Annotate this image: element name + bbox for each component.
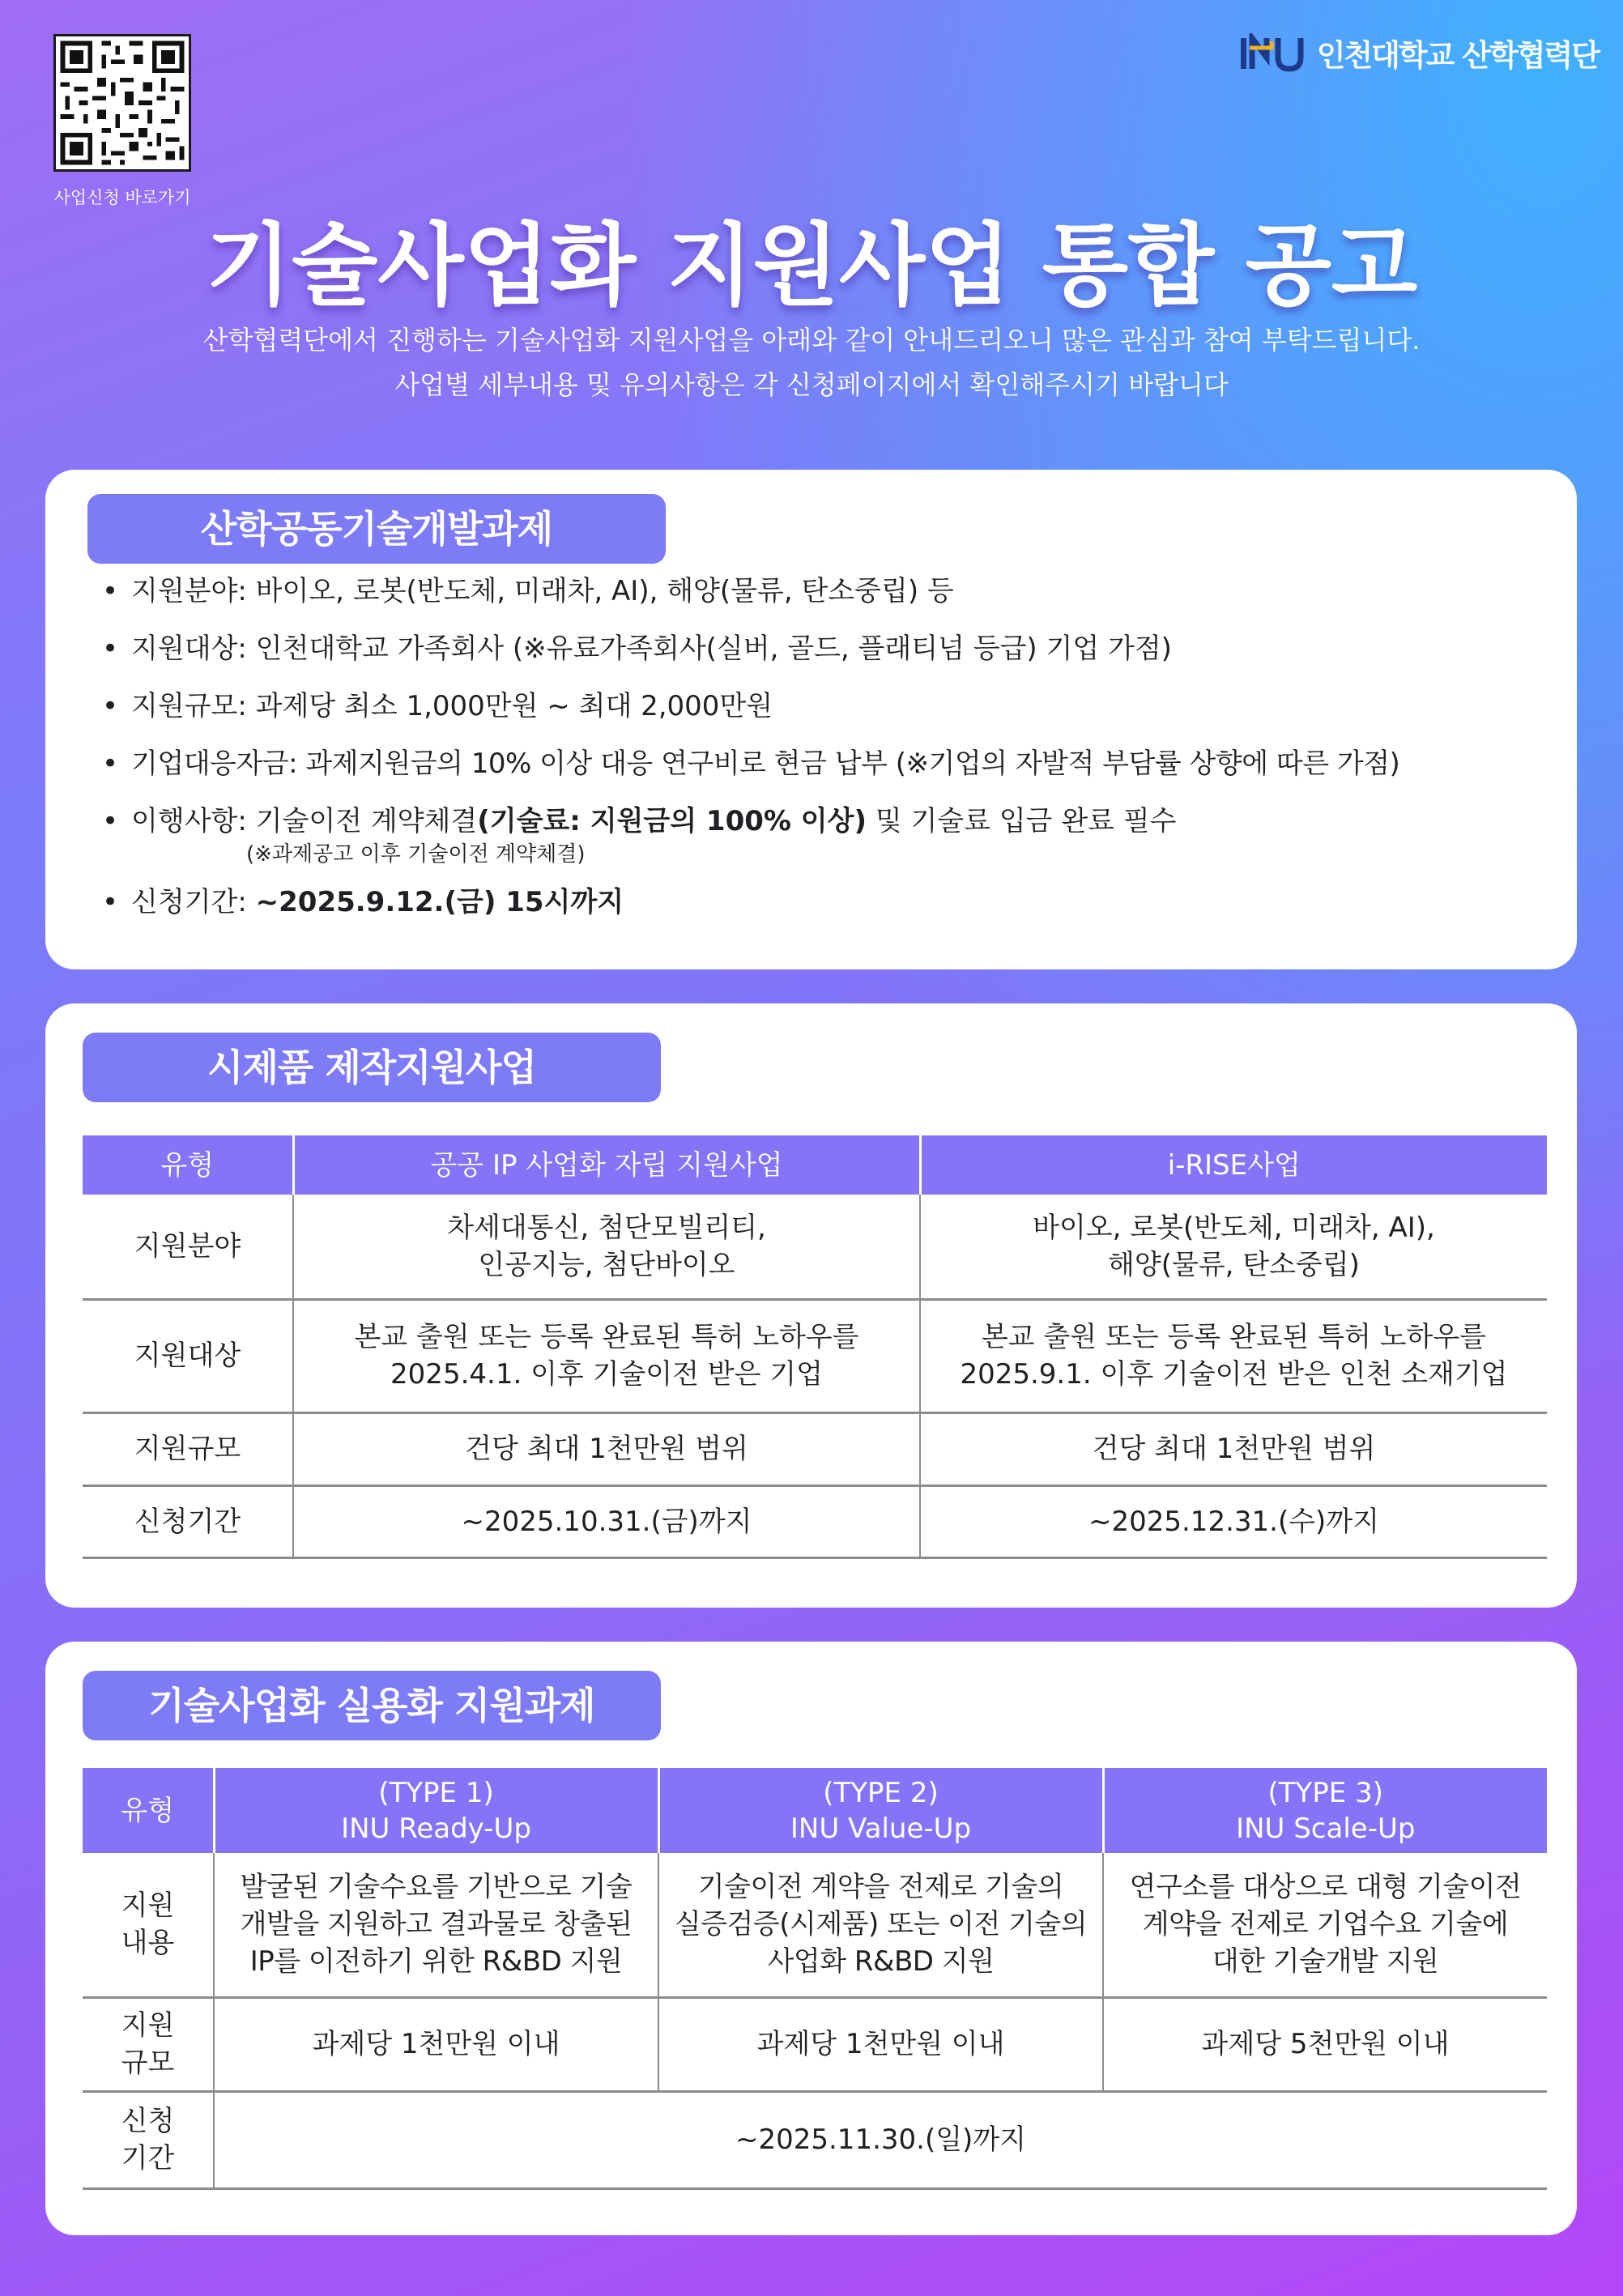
row-label — [83, 2091, 214, 2188]
cell-line: 개발을 지원하고 결과물로 창출된 — [240, 1908, 633, 1941]
item-label: 이행사항: — [131, 805, 256, 837]
bullet-list — [102, 573, 1544, 942]
row-label — [83, 1853, 214, 1997]
header-line: INU Value-Up — [790, 1812, 972, 1845]
prototype-table — [83, 1135, 1547, 1559]
table-cell: 과제당 1천만원 이내 — [658, 1997, 1103, 2091]
table-cell — [214, 1853, 658, 1997]
cell-line: 계약을 전제로 기업수요 기술에 — [1142, 1908, 1509, 1941]
label-line: 신청 — [121, 2105, 175, 2137]
cell-line: 차세대통신, 첨단모빌리티, — [447, 1211, 766, 1244]
cell-line: 바이오, 로봇(반도체, 미래차, AI), — [1033, 1211, 1435, 1244]
label-line: 지원 — [121, 1889, 175, 1923]
table-cell: 건당 최대 1천만원 범위 — [920, 1412, 1547, 1485]
inu-logo — [1239, 31, 1599, 75]
table-cell — [920, 1299, 1547, 1412]
table-header: i-RISE사업 — [920, 1135, 1547, 1195]
commercialization-table — [83, 1768, 1547, 2190]
table-row — [83, 1997, 1547, 2091]
list-item — [102, 803, 1544, 868]
list-item — [102, 884, 1544, 920]
cell-line: 기술이전 계약을 전제로 기술의 — [697, 1871, 1064, 1904]
table-header: 공공 IP 사업화 자립 지원사업 — [293, 1135, 920, 1195]
item-note: (※과제공고 이후 기술이전 계약체결) — [246, 842, 586, 867]
inu-logo-mark — [1239, 33, 1312, 72]
item-bold-text: ~2025.9.12.(금) 15시까지 — [255, 886, 624, 918]
table-header — [214, 1768, 658, 1853]
row-label: 지원규모 — [83, 1412, 293, 1485]
table-row — [83, 1412, 1547, 1485]
header-line: (TYPE 1) — [378, 1776, 494, 1809]
cell-line: 해양(물류, 탄소중립) — [1108, 1248, 1360, 1281]
row-label: 지원대상 — [83, 1299, 293, 1412]
item-text: 과제당 최소 1,000만원 ~ 최대 2,000만원 — [255, 690, 773, 722]
item-label: 지원규모: — [131, 690, 256, 722]
item-text: 바이오, 로봇(반도체, 미래차, AI), 해양(물류, 탄소중립) 등 — [255, 575, 954, 607]
table-cell: ~2025.10.31.(금)까지 — [293, 1485, 920, 1557]
section-prototype-card — [45, 1003, 1577, 1608]
table-row — [83, 1485, 1547, 1557]
row-label: 신청기간 — [83, 1485, 293, 1557]
cell-line: 실증검증(시제품) 또는 이전 기술의 — [674, 1908, 1088, 1941]
list-item — [102, 688, 1544, 724]
intro-line: 사업별 세부내용 및 유의사항은 각 신청페이지에서 확인해주시기 바랍니다 — [394, 369, 1229, 400]
page-title: 기술사업화 지원사업 통합 공고 — [205, 214, 1418, 317]
cell-line: 사업화 R&BD 지원 — [767, 1945, 995, 1979]
table-cell-merged: ~2025.11.30.(일)까지 — [214, 2091, 1547, 2188]
item-label: 지원분야: — [131, 575, 256, 607]
section-joint-research-card — [45, 470, 1577, 969]
item-label: 지원대상: — [131, 633, 256, 665]
table-cell — [293, 1195, 920, 1299]
item-label: 신청기간: — [131, 886, 256, 918]
cell-line: IP를 이전하기 위한 R&BD 지원 — [249, 1945, 623, 1979]
item-text: 및 기술료 입금 완료 필수 — [867, 805, 1177, 837]
table-header — [658, 1768, 1103, 1853]
item-bold-text: (기술료: 지원금의 100% 이상) — [477, 805, 867, 837]
item-text: 과제지원금의 10% 이상 대응 연구비로 현금 납부 (※기업의 자발적 부담률 상향에 따른 가점) — [305, 748, 1400, 780]
table-cell — [920, 1195, 1547, 1299]
item-label: 기업대응자금: — [131, 748, 306, 780]
qr-caption: 사업신청 바로가기 — [53, 188, 191, 207]
cell-line: 연구소를 대상으로 대형 기술이전 — [1129, 1871, 1522, 1904]
list-item — [102, 746, 1544, 782]
cell-line: 발굴된 기술수요를 기반으로 기술 — [240, 1871, 633, 1904]
header-line: (TYPE 3) — [1267, 1776, 1383, 1809]
section-commercialization-card — [45, 1642, 1577, 2235]
qr-code[interactable] — [53, 34, 191, 172]
label-line: 규모 — [121, 2047, 175, 2079]
row-label — [83, 1997, 214, 2091]
list-item — [102, 573, 1544, 609]
table-cell — [1103, 1853, 1547, 1997]
table-cell: ~2025.12.31.(수)까지 — [920, 1485, 1547, 1557]
header-line: (TYPE 2) — [823, 1776, 939, 1809]
header-line: INU Ready-Up — [341, 1812, 531, 1845]
intro-line: 산학협력단에서 진행하는 기술사업화 지원사업을 아래와 같이 안내드리오니 많은 관심과 참여 부탁드립니다. — [202, 325, 1421, 356]
section-heading: 산학공동기술개발과제 — [87, 494, 666, 564]
label-line: 내용 — [121, 1927, 175, 1960]
table-cell: 건당 최대 1천만원 범위 — [293, 1412, 920, 1485]
section-heading: 기술사업화 실용화 지원과제 — [83, 1671, 661, 1740]
table-header: 유형 — [83, 1768, 214, 1853]
intro-text — [0, 318, 1623, 407]
table-cell: 과제당 5천만원 이내 — [1103, 1997, 1547, 2091]
cell-line: 본교 출원 또는 등록 완료된 특허 노하우를 — [354, 1321, 859, 1353]
cell-line: 인공지능, 첨단바이오 — [478, 1248, 735, 1281]
label-line: 지원 — [121, 2009, 175, 2042]
table-cell — [293, 1299, 920, 1412]
qr-code-graphic — [56, 36, 189, 169]
table-header: 유형 — [83, 1135, 293, 1195]
cell-line: 2025.9.1. 이후 기술이전 받은 인천 소재기업 — [960, 1358, 1508, 1391]
table-row — [83, 1299, 1547, 1412]
section-heading: 시제품 제작지원사업 — [83, 1033, 661, 1102]
label-line: 기간 — [121, 2142, 175, 2175]
list-item — [102, 631, 1544, 667]
cell-line: 본교 출원 또는 등록 완료된 특허 노하우를 — [981, 1321, 1487, 1353]
item-text: 기술이전 계약체결 — [255, 805, 478, 837]
item-text: 인천대학교 가족회사 (※유료가족회사(실버, 골드, 플래티넘 등급) 기업 가점) — [255, 633, 1172, 665]
row-label: 지원분야 — [83, 1195, 293, 1299]
logo-text: 인천대학교 산학협력단 — [1316, 38, 1599, 73]
header-line: INU Scale-Up — [1236, 1812, 1416, 1845]
table-row — [83, 2091, 1547, 2188]
table-row — [83, 1853, 1547, 1997]
table-cell: 과제당 1천만원 이내 — [214, 1997, 658, 2091]
cell-line: 2025.4.1. 이후 기술이전 받은 기업 — [390, 1358, 823, 1391]
cell-line: 대한 기술개발 지원 — [1212, 1945, 1439, 1979]
table-header — [1103, 1768, 1547, 1853]
table-row — [83, 1195, 1547, 1299]
table-cell — [658, 1853, 1103, 1997]
